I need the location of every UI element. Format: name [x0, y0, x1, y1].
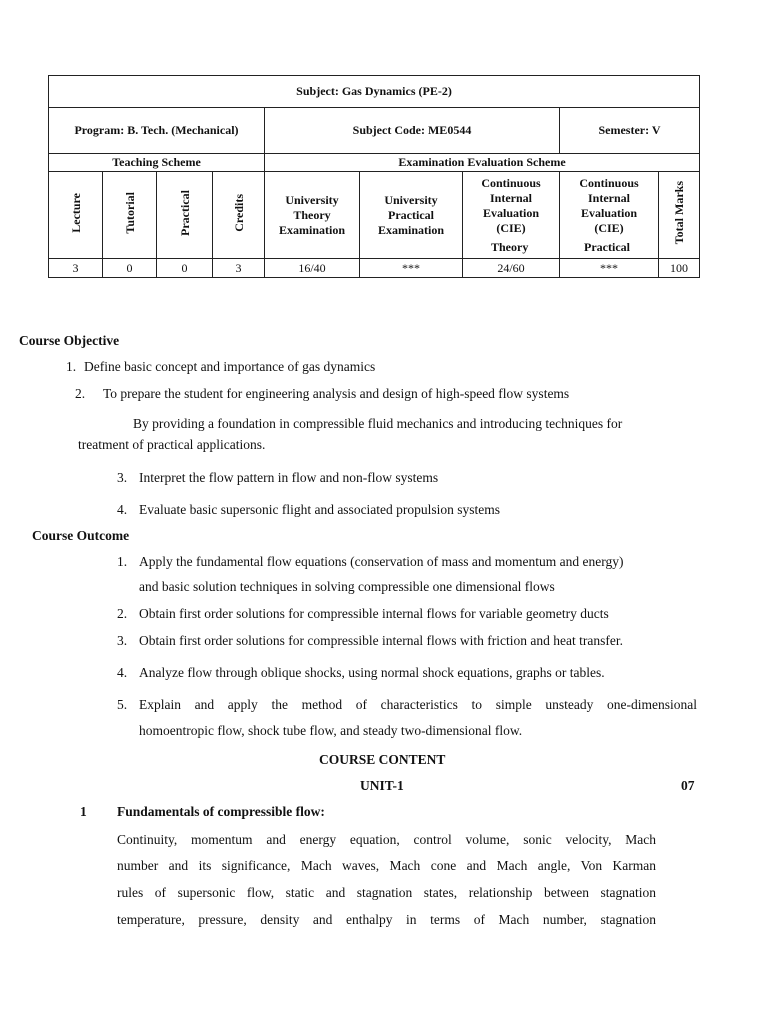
subject-cell: Subject: Gas Dynamics (PE-2)	[49, 76, 700, 108]
outcome-item: 3. Obtain first order solutions for compressible internal flows with friction and heat transfer.	[117, 633, 624, 648]
course-content-heading: COURSE CONTENT	[319, 752, 446, 767]
tutorial-header: Tutorial	[103, 172, 157, 259]
credits-header: Credits	[213, 172, 265, 259]
university-theory-header: University Theory Examination	[265, 172, 360, 259]
practical-header: Practical	[157, 172, 213, 259]
value-cell: 24/60	[463, 259, 560, 278]
objective-paragraph-line: By providing a foundation in compressible fluid mechanics and introducing techniques for	[133, 416, 623, 431]
subject-code-cell: Subject Code: ME0544	[265, 108, 560, 154]
program-cell: Program: B. Tech. (Mechanical)	[49, 108, 265, 154]
total-marks-header: Total Marks	[659, 172, 700, 259]
outcome-item-continuation: and basic solution techniques in solving compressible one dimensional flows	[139, 579, 555, 594]
unit-hours: 07	[681, 778, 695, 793]
unit-title: UNIT-1	[360, 778, 404, 793]
outcome-item: 4. Analyze flow through oblique shocks, using normal shock equations, graphs or tables.	[117, 665, 605, 680]
exam-scheme-header: Examination Evaluation Scheme	[265, 154, 700, 172]
cie-theory-header: Continuous Internal Evaluation (CIE) Theory	[463, 172, 560, 259]
value-cell: 3	[49, 259, 103, 278]
value-cell: ***	[560, 259, 659, 278]
value-cell: 16/40	[265, 259, 360, 278]
lecture-header: Lecture	[49, 172, 103, 259]
value-cell: ***	[360, 259, 463, 278]
cie-practical-header: Continuous Internal Evaluation (CIE) Practical	[560, 172, 659, 259]
topic-body-line: temperature, pressure, density and enthalpy in terms of Mach number, stagnation	[117, 912, 656, 927]
course-outcome-heading: Course Outcome	[32, 528, 130, 543]
objective-item: 3. Interpret the flow pattern in flow and non-flow systems	[117, 470, 439, 485]
course-objective-heading: Course Objective	[19, 333, 120, 348]
outcome-item-continuation: homoentropic flow, shock tube flow, and steady two-dimensional flow.	[139, 723, 523, 738]
university-practical-header: University Practical Examination	[360, 172, 463, 259]
topic-body-line: Continuity, momentum and energy equation, control volume, sonic velocity, Mach	[117, 832, 656, 847]
semester-cell: Semester: V	[560, 108, 700, 154]
value-cell: 0	[103, 259, 157, 278]
objective-item: 1. Define basic concept and importance of gas dynamics	[66, 359, 376, 374]
value-cell: 3	[213, 259, 265, 278]
topic-body-line: rules of supersonic flow, static and stagnation states, relationship between stagnation	[117, 885, 656, 900]
objective-paragraph-line: treatment of practical applications.	[78, 437, 266, 452]
topic-number: 1	[80, 804, 87, 819]
outcome-item: 5. Explain and apply the method of characteristics to simple unsteady one-dimensional	[117, 697, 697, 712]
teaching-scheme-header: Teaching Scheme	[49, 154, 265, 172]
objective-item: 2. To prepare the student for engineering analysis and design of high-speed flow systems	[75, 386, 570, 401]
value-cell: 0	[157, 259, 213, 278]
outcome-item: 1. Apply the fundamental flow equations (conservation of mass and momentum and energy)	[117, 554, 624, 569]
evaluation-scheme-table	[48, 75, 700, 278]
topic-body-line: number and its significance, Mach waves, Mach cone and Mach angle, Von Karman	[117, 858, 656, 873]
topic-title: Fundamentals of compressible flow:	[117, 804, 325, 819]
value-cell: 100	[659, 259, 700, 278]
outcome-item: 2. Obtain first order solutions for compressible internal flows for variable geometry ducts	[117, 606, 609, 621]
objective-item: 4. Evaluate basic supersonic flight and associated propulsion systems	[117, 502, 501, 517]
